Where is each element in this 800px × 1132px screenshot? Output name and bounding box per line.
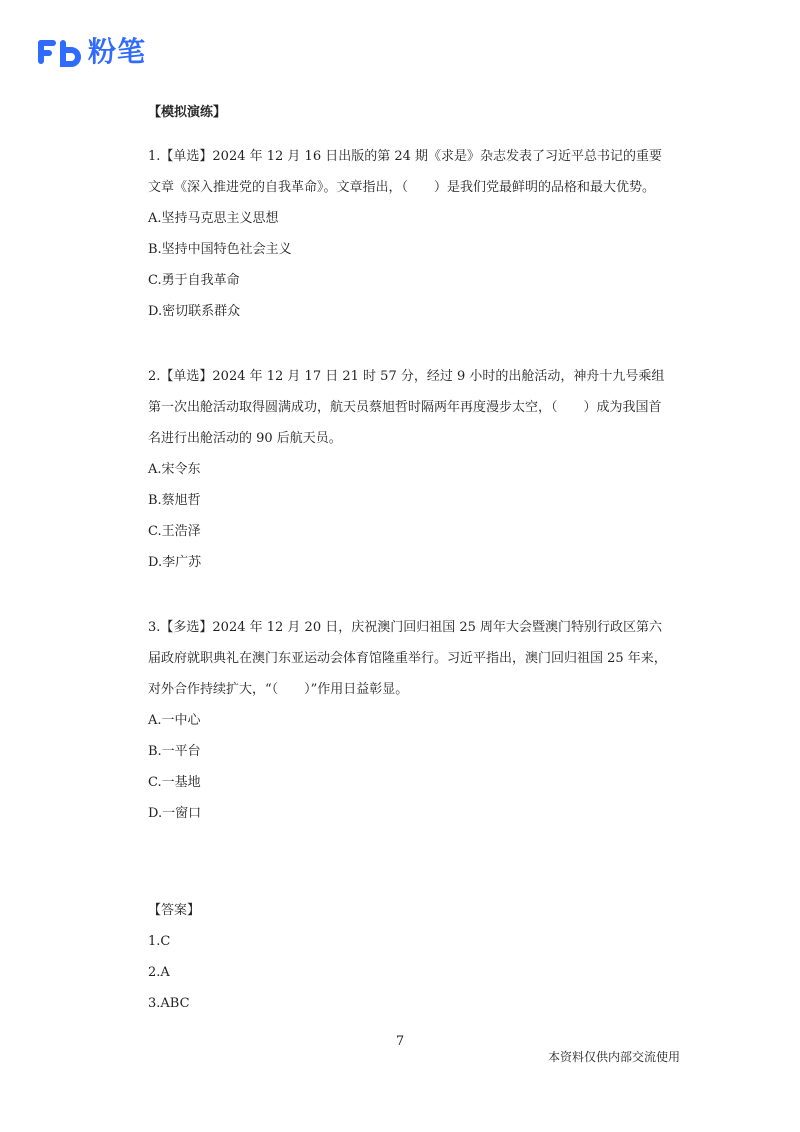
section-heading: 【模拟演练】	[148, 105, 227, 120]
answer-item: 1.C	[148, 934, 171, 949]
question-text-line: 3.【多选】2024 年 12 月 20 日，庆祝澳门回归祖国 25 周年大会暨澳门特别行政区第六	[148, 620, 663, 635]
question-text-line: 文章《深入推进党的自我革命》。文章指出，（ ）是我们党最鲜明的品格和最大优势。	[148, 180, 656, 195]
question-text-line: 届政府就职典礼在澳门东亚运动会体育馆隆重举行。习近平指出，澳门回归祖国 25 年来，	[148, 651, 667, 666]
option-b: B.蔡旭哲	[148, 493, 201, 508]
brand-logo	[36, 32, 146, 72]
option-c: C.勇于自我革命	[148, 273, 240, 288]
option-b: B.坚持中国特色社会主义	[148, 242, 292, 257]
option-b: B.一平台	[148, 744, 201, 759]
fb-logo-icon	[36, 36, 84, 68]
question-text-line: 1.【单选】2024 年 12 月 16 日出版的第 24 期《求是》杂志发表了习近平总书记的重要	[148, 149, 663, 164]
answer-item: 2.A	[148, 965, 170, 980]
option-c: C.王浩泽	[148, 524, 201, 539]
option-a: A.坚持马克思主义思想	[148, 211, 279, 226]
brand-name: 粉笔	[88, 35, 147, 68]
option-a: A.宋令东	[148, 462, 201, 477]
option-d: D.密切联系群众	[148, 304, 241, 319]
answer-item: 3.ABC	[148, 996, 190, 1011]
page-number: 7	[395, 1034, 405, 1049]
question-text-line: 对外合作持续扩大，“（ ）”作用日益彰显。	[148, 682, 409, 697]
option-d: D.李广苏	[148, 555, 202, 570]
footer-note: 本资料仅供内部交流使用	[548, 1050, 681, 1064]
question-text-line: 名进行出舱活动的 90 后航天员。	[148, 431, 342, 446]
question-text-line: 第一次出舱活动取得圆满成功，航天员蔡旭哲时隔两年再度漫步太空，（ ）成为我国首	[148, 400, 662, 415]
answers-heading: 【答案】	[148, 903, 201, 918]
option-d: D.一窗口	[148, 806, 202, 821]
option-a: A.一中心	[148, 713, 201, 728]
option-c: C.一基地	[148, 775, 201, 790]
question-text-line: 2.【单选】2024 年 12 月 17 日 21 时 57 分，经过 9 小时的出舱活动，神舟十九号乘组	[148, 369, 665, 384]
